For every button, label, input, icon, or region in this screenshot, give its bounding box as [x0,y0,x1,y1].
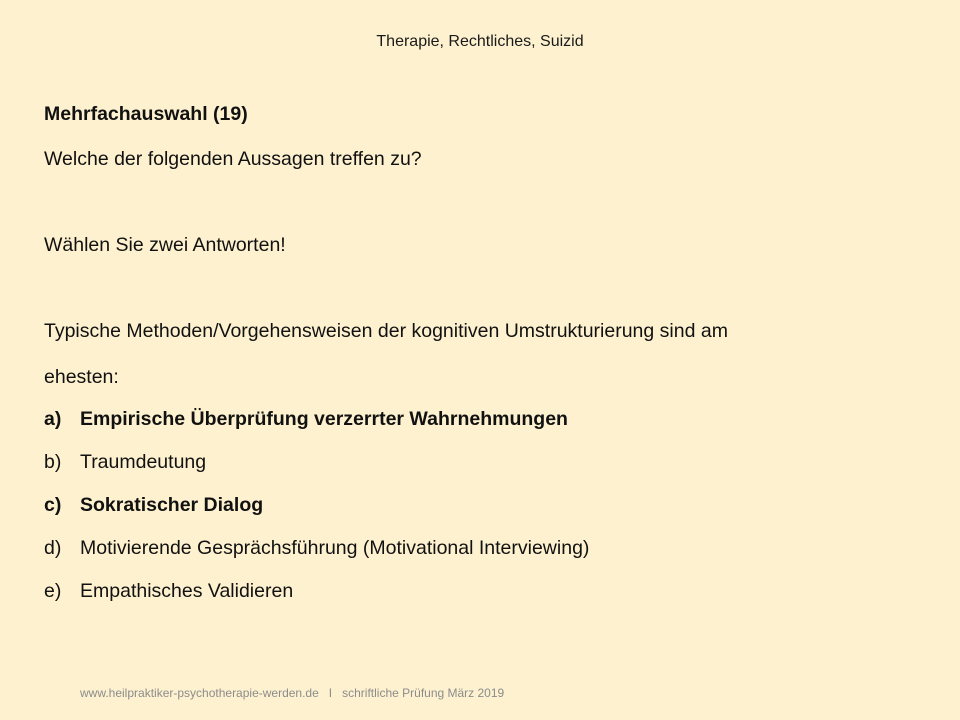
footer-website: www.heilpraktiker-psychotherapie-werden.de [80,686,319,700]
answer-option-e [44,580,293,603]
option-text: Empirische Überprüfung verzerrter Wahrnehmungen [80,408,568,430]
answer-option-b [44,451,206,474]
answer-option-d [44,537,589,560]
question-heading: Mehrfachauswahl (19) [44,103,248,125]
question-stem-line2: ehesten: [44,366,119,388]
question-stem-line1: Typische Methoden/Vorgehensweisen der kognitiven Umstrukturierung sind am [44,320,728,342]
question-prompt: Welche der folgenden Aussagen treffen zu? [44,148,422,170]
option-letter: d) [44,537,62,559]
option-letter: b) [44,451,62,473]
question-instruction: Wählen Sie zwei Antworten! [44,234,286,256]
option-letter: e) [44,580,62,602]
footer-separator: I [328,686,333,700]
footer-exam: schriftliche Prüfung März 2019 [342,686,505,700]
option-letter: c) [44,494,62,516]
option-text: Traumdeutung [80,451,207,473]
slide-title: Therapie, Rechtliches, Suizid [376,33,584,50]
option-text: Empathisches Validieren [80,580,294,602]
option-text: Sokratischer Dialog [80,494,264,516]
option-letter: a) [44,408,62,430]
slide-footer [80,686,504,700]
answer-option-c [44,494,263,517]
option-text: Motivierende Gesprächsführung (Motivational Interviewing) [80,537,590,559]
answer-option-a [44,408,568,431]
